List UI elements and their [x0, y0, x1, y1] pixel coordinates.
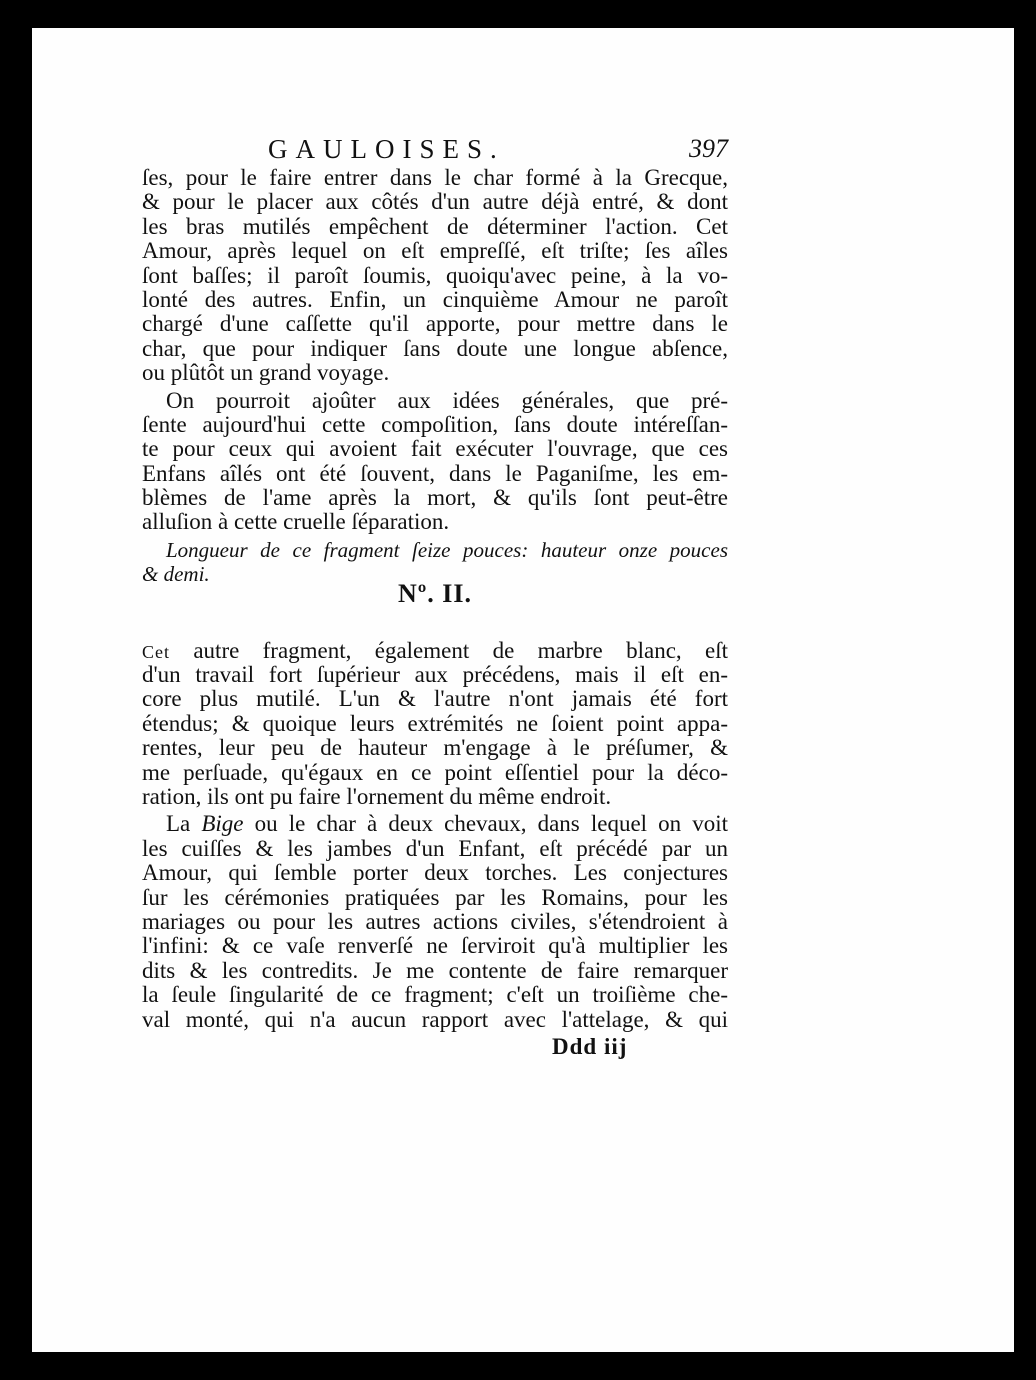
text-block [142, 132, 728, 1062]
text-line: ſur les cérémonies pratiquées par les Romains, pour les [142, 884, 728, 910]
running-head [142, 132, 728, 166]
text-line: me perſuade, qu'égaux en ce point eſſentiel pour la déco- [142, 759, 728, 785]
running-title: GAULOISES. [268, 134, 505, 164]
text-line: blèmes de l'ame après la mort, & qu'ils ſont peut-être [142, 485, 728, 511]
text-line: char, que pour indiquer ſans doute une longue abſence, [142, 335, 728, 361]
paragraph-2 [142, 389, 728, 535]
text-line: ſente aujourd'hui cette compoſition, ſans doute intéreſſan- [142, 411, 728, 437]
text-line [142, 639, 728, 663]
note-line: Longueur de ce fragment ſeize pouces: hauteur onze pouces [166, 537, 728, 562]
text-line: la ſeule ſingularité de ce fragment; c'eſt un troiſième che- [142, 982, 728, 1008]
text-line: chargé d'une caſſette qu'il apporte, pour mettre dans le [142, 311, 728, 337]
paragraph-1 [142, 166, 728, 386]
text-line: core plus mutilé. L'un & l'autre n'ont jamais été fort [142, 686, 728, 712]
text-line: ſont baſſes; il paroît ſoumis, quoiqu'avec peine, à la vo- [142, 262, 728, 288]
text-line: ration, ils ont pu faire l'ornement du même endroit. [142, 783, 612, 809]
text-line [142, 812, 728, 836]
italic-term: Bige [201, 811, 244, 837]
section-heading: Nº. II. [397, 578, 473, 608]
drop-word: Cet [142, 641, 170, 662]
text-line: dits & les contredits. Je me contente de faire remarquer [142, 957, 728, 983]
text-line: rentes, leur peu de hauteur m'engage à le préſumer, & [142, 735, 728, 761]
text-line: étendus; & quoique leurs extrémités ne ſoient point appa- [142, 710, 728, 736]
text-line: val monté, qui n'a aucun rapport avec l'attelage, & qui [142, 1006, 728, 1032]
text-line: ou plûtôt un grand voyage. [142, 360, 390, 386]
text-line: d'un travail fort ſupérieur aux précédens, mais il eſt en- [142, 662, 728, 688]
text-line: lonté des autres. Enfin, un cinquième Amour ne paroît [142, 286, 728, 312]
note-line: & demi. [142, 562, 210, 587]
paragraph-4 [142, 812, 728, 1032]
text-line: les cuiſſes & les jambes d'un Enfant, eſt précédé par un [142, 835, 728, 861]
text-line: mariages ou pour les autres actions civiles, s'étendroient à [142, 908, 728, 934]
text-line: les bras mutilés empêchent de déterminer l'action. Cet [142, 213, 728, 239]
text-line: Enfans aîlés ont été ſouvent, dans le Paganiſme, les em- [142, 460, 728, 486]
text-line: alluſion à cette cruelle ſéparation. [142, 509, 450, 535]
text-span: autre fragment, également de marbre blanc, eſt [170, 637, 728, 663]
page-number: 397 [689, 134, 728, 163]
text-line: On pourroit ajoûter aux idées générales, que pré- [166, 387, 728, 413]
book-page [32, 28, 1014, 1352]
text-line: & pour le placer aux côtés d'un autre déjà entré, & dont [142, 189, 728, 215]
text-line: l'infini: & ce vaſe renverſé ne ſerviroit qu'à multiplier les [142, 933, 728, 959]
text-span: La [166, 811, 202, 837]
signature-row [142, 1032, 728, 1062]
signature-mark: Ddd iij [552, 1033, 628, 1059]
text-line: Amour, qui ſemble porter deux torches. Les conjectures [142, 860, 728, 886]
text-line: te pour ceux qui avoient fait exécuter l'ouvrage, que ces [142, 436, 728, 462]
text-line: Amour, après lequel on eſt empreſſé, eſt triſte; ſes aîles [142, 238, 728, 264]
paragraph-3 [142, 639, 728, 810]
text-span: ou le char à deux chevaux, dans lequel on voit [243, 811, 729, 837]
text-line: ſes, pour le faire entrer dans le char formé à la Grecque, [142, 165, 728, 190]
